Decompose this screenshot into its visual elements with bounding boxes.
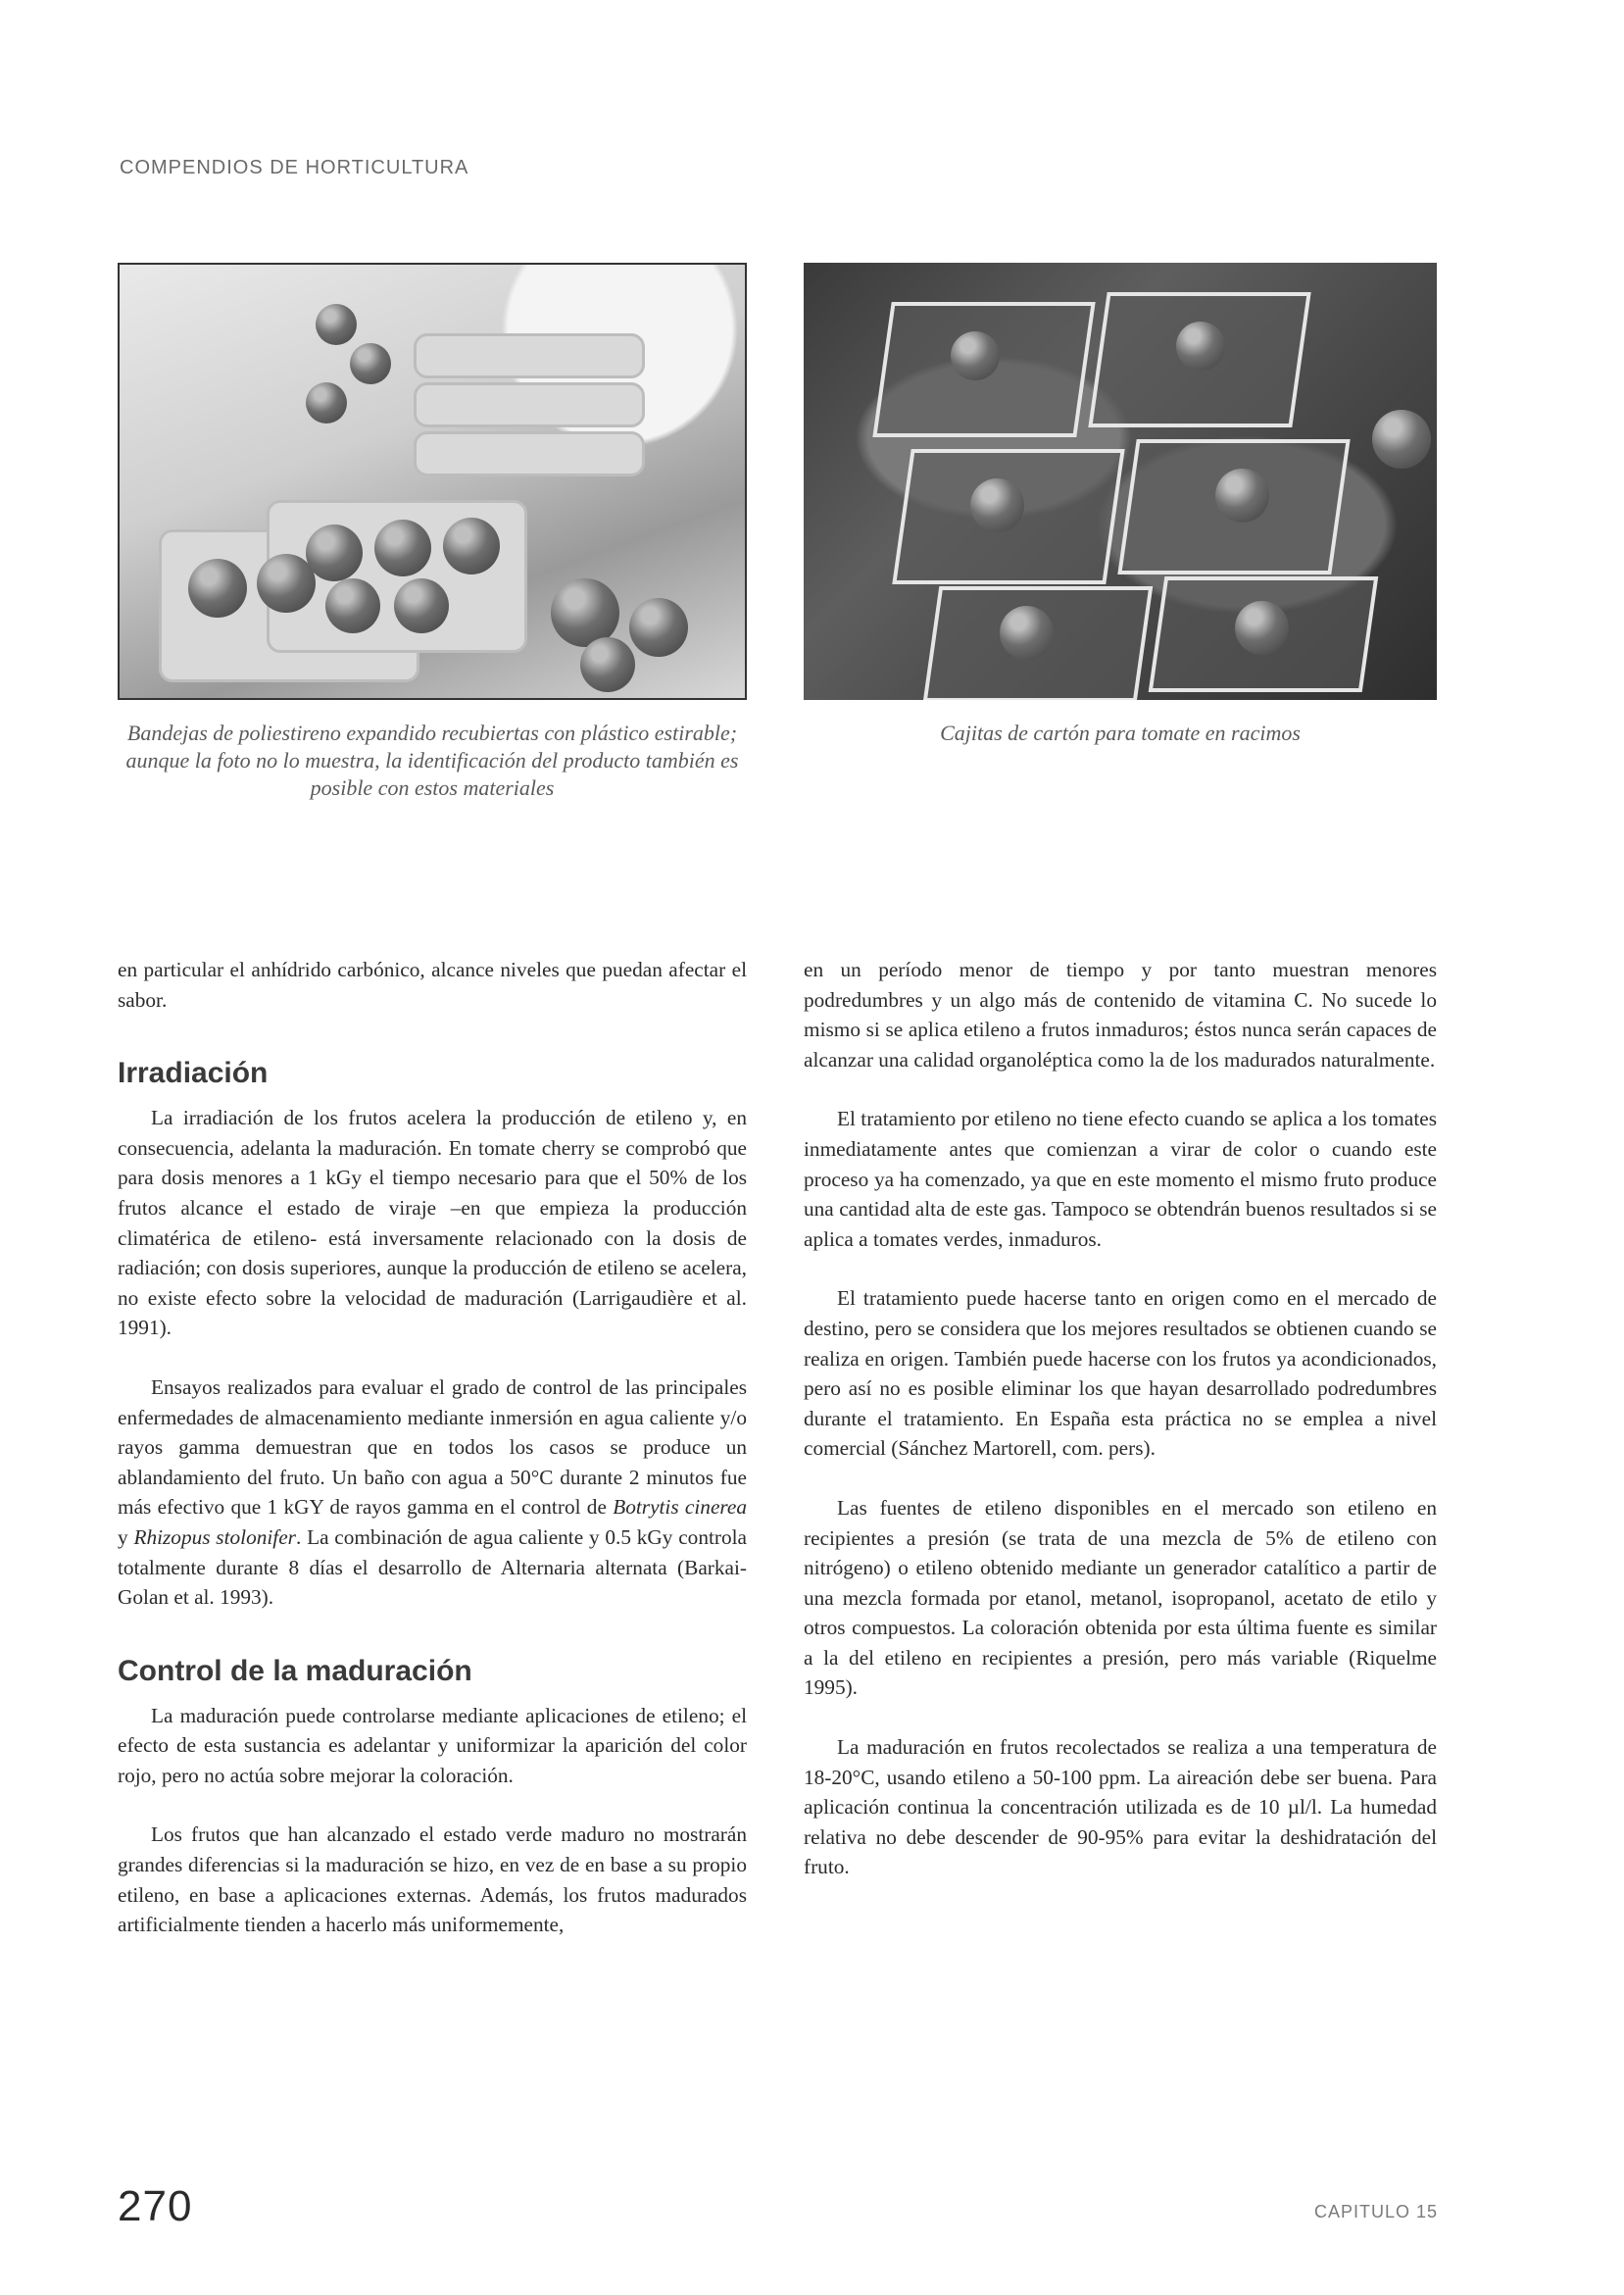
running-head: COMPENDIOS DE HORTICULTURA <box>120 157 469 178</box>
paragraph: La irradiación de los frutos acelera la producción de etileno y, en consecuencia, adelanta la maduración. En tomate cherry se comprobó que para dosis menores a 1 kGy el tiempo necesario para que el 50% de los frutos alcance el estado de viraje –en que empieza la producción climatérica de etileno- está inversamente relacionado con la dosis de radiación; con dosis superiores, aunque la producción de etileno se acelera, no existe efecto sobre la velocidad de maduración (Larrigaudière et al. 1991). <box>118 1106 747 1340</box>
tomato-shape <box>951 331 1000 380</box>
paragraph-text: y <box>118 1524 128 1549</box>
page-number: 270 <box>118 2182 193 2230</box>
paragraph: El tratamiento por etileno no tiene efecto cuando se aplica a los tomates inmediatamente antes que comienzan a virar de color o cuando este proceso ya ha comenzado, ya que en este momento el mismo fruto produce una cantidad alta de este gas. Tampoco se obtendrán buenos resultados si se aplica a tomates verdes, inmaduros. <box>804 1107 1437 1251</box>
paragraph: Las fuentes de etileno disponibles en el mercado son etileno en recipientes a presión (se trata de una mezcla de 5% de etileno con nitrógeno) o etileno obtenido mediante un generador catalítico a partir de una mezcla formada por etanol, metanol, isopropanol, acetato de etilo y otros compuestos. La coloración obtenida por esta última fuente es similar a la del etileno en recipientes a presión, pero más variable (Riquelme 1995). <box>804 1495 1437 1700</box>
tomato-shape <box>1215 469 1269 523</box>
tray-shape <box>414 382 645 427</box>
figure-caption-right: Cajitas de cartón para tomate en racimos <box>940 721 1301 745</box>
photo-polystyrene-trays <box>118 263 747 700</box>
paragraph: La maduración en frutos recolectados se realiza a una temperatura de 18-20°C, usando etileno a 50-100 ppm. La aireación debe ser buena. Para aplicación continua la concentración utilizada es de 10 µl/l. La humedad relativa no debe descender de 90-95% para evitar la deshidratación del fruto. <box>804 1735 1437 1879</box>
text-column-left <box>118 955 747 1940</box>
paragraph: La maduración puede controlarse mediante aplicaciones de etileno; el efecto de esta sustancia es adelantar y uniformizar la aparición del color rojo, pero no actúa sobre mejorar la coloración. <box>118 1703 747 1787</box>
tomato-shape <box>629 598 688 657</box>
tomato-shape <box>1235 601 1289 655</box>
paragraph: Los frutos que han alcanzado el estado verde maduro no mostrarán grandes diferencias si la maduración se hizo, en vez de en base a su propio etileno, en base a aplicaciones externas. Además, los frutos madurados artificialmente tienden a hacerlo más uniformemente, <box>118 1822 747 1937</box>
paragraph: en particular el anhídrido carbónico, alcance niveles que puedan afectar el sabor. <box>118 958 747 1012</box>
tomato-shape <box>443 518 500 574</box>
paragraph: El tratamiento puede hacerse tanto en origen como en el mercado de destino, pero se considera que los mejores resultados se obtienen cuando se realiza en origen. También puede hacerse con los frutos ya acondicionados, pero así no es posible eliminar los que hayan desarrollado podredumbres durante el tratamiento. En España esta práctica no se emplea a nivel comercial (Sánchez Martorell, com. pers). <box>804 1286 1437 1461</box>
tray-shape <box>414 431 645 476</box>
paragraph-text: . La combinación de agua caliente y 0.5 kGy controla totalmente durante 8 días el desarrollo de Alternaria alternata (Barkai-Golan et al. 1993). <box>118 1524 747 1610</box>
figure-caption-left: Bandejas de poliestireno expandido recubiertas con plástico estirable; aunque la foto no lo muestra, la identificación del producto también es posible con estos materiales <box>125 721 739 800</box>
tomato-shape <box>325 578 380 633</box>
tomato-shape <box>306 382 347 424</box>
paragraph-text: Ensayos realizados para evaluar el grado de control de las principales enfermedades de almacenamiento mediante inmersión en agua caliente y/o rayos gamma demuestran que en todos los casos se produce un ablandamiento del fruto. Un baño con agua a 50°C durante 2 minutos fue más efectivo que 1 kGY de rayos gamma en el control de <box>118 1374 747 1520</box>
tray-shape <box>414 333 645 378</box>
text-column-right <box>804 955 1437 1882</box>
tomato-shape <box>970 478 1024 532</box>
tomato-shape <box>306 524 363 581</box>
tomato-shape <box>1000 606 1054 660</box>
section-heading-irradiacion: Irradiación <box>118 1057 269 1090</box>
tomato-shape <box>1176 322 1225 371</box>
species-name: Botrytis cinerea <box>613 1495 747 1520</box>
tomato-shape <box>350 343 391 384</box>
tomato-shape <box>394 578 449 633</box>
tomato-shape <box>374 520 431 576</box>
section-heading-control-maduracion: Control de la maduración <box>118 1654 472 1687</box>
paragraph <box>118 1372 747 1613</box>
species-name: Rhizopus stolonifer <box>133 1524 296 1549</box>
tomato-shape <box>580 637 635 692</box>
paragraph: en un período menor de tiempo y por tanto muestran menores podredumbres y un algo más de contenido de vitamina C. No sucede lo mismo si se aplica etileno a frutos inmaduros; éstos nunca serán capaces de alcanzar una calidad organoléptica como la de los madurados naturalmente. <box>804 958 1437 1072</box>
chapter-label: CAPITULO 15 <box>1313 2202 1438 2221</box>
photo-cardboard-boxes <box>804 263 1437 700</box>
tomato-shape <box>1372 410 1431 469</box>
tomato-shape <box>316 304 357 345</box>
tomato-shape <box>188 559 247 618</box>
